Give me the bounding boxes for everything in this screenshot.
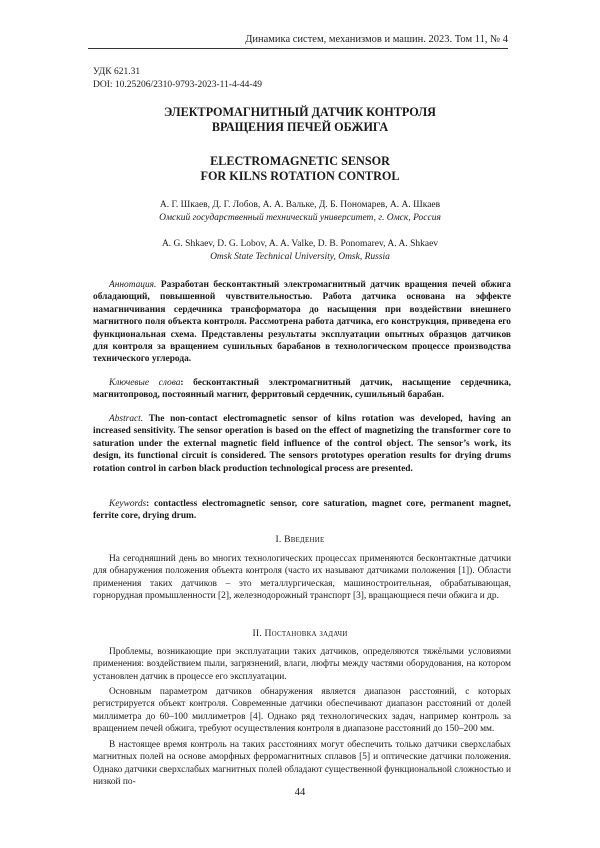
section-heading-introduction: I. Введение [275, 534, 325, 545]
body-paragraph: Основным параметром датчиков обнаружения является диапазон расстояний, с которых регистрируется объект контроля. Современные датчики обеспечивают диапазон расстояний от долей миллиметра до 60–100 миллиметров [4]. Однако ряд технологических задач, например контроль за вращением печей обжига, требуют осуществления контроля в диапазоне расстояний до 150–200 мм. [93, 687, 511, 735]
abstract-ru [93, 279, 511, 366]
affiliation-en: Omsk State Technical University, Omsk, Russia [210, 251, 390, 262]
title-en-line2: FOR KILNS ROTATION CONTROL [200, 169, 400, 183]
abstract-ru-label: Аннотация. [109, 280, 157, 290]
body-paragraph: В настоящее время контроль на таких расстояниях могут обеспечить только датчики сверхслабых магнитных полей на основе аморфных ферромагнитных сплавов [5] и оптические датчики положения. Однако датчики сверхслабых магнитных полей обладают существенной функциональной сложностью и низкой по- [93, 740, 511, 788]
running-head: Динамика систем, механизмов и машин. 2023. Том 11, № 4 [88, 34, 508, 49]
keywords-en-text: : contactless electromagnetic sensor, core saturation, magnet core, permanent magnet, ferrite core, drying drum. [93, 499, 511, 522]
abstract-en-text: The non-contact electromagnetic sensor of kilns rotation was developed, having an increased sensitivity. The sensor operation is based on the effect of magnetizing the transformer core to saturation under the external magnetic field influence of the control object. The sensor’s work, its design, its functional circuit is considered. The sensors prototypes operation results for drying drums rotation control in carbon black production technological process are presented. [93, 414, 511, 474]
keywords-ru [93, 377, 511, 402]
keywords-ru-label: Ключевые слова [109, 378, 181, 388]
keywords-en [93, 498, 511, 523]
article-meta [93, 66, 262, 92]
keywords-en-label: Keywords [109, 499, 147, 509]
authors-en-block [93, 238, 507, 263]
title-ru [93, 105, 507, 135]
title-en [93, 154, 507, 184]
abstract-ru-text: Разработан бесконтактный электромагнитный датчик вращения печей обжига обладающий, повышенной чувствительностью. Работа датчика основана на эффекте намагничивания сердечника трансформатора до насыщения при воздействии внешнего магнитного поля объекта контроля. Рассмотрена работа датчика, его конструкция, приведена его функциональная схема. Представлены результаты эксплуатации опытных образцов датчиков для контроля за вращением сушильных барабанов в технологическом процессе производства технического углерода. [93, 280, 511, 365]
body-paragraph: На сегодняшний день во многих технологических процессах применяются бесконтактные датчики для обнаружения положения объекта контроля (часто их называют датчиками положения [1]). Области применения таких датчиков – это металлургическая, машиностроительная, обрабатывающая, горнорудная промышленности [2], железнодорожный транспорт [3], вращающиеся печи обжига и др. [93, 554, 511, 602]
body-paragraph: Проблемы, возникающие при эксплуатации таких датчиков, определяются тяжёлыми условиями применения: воздействием пыли, загрязнений, влаги, люфты между частями оборудования, на котором установлен датчик в процессе его эксплуатации. [93, 647, 511, 682]
title-en-line1: ELECTROMAGNETIC SENSOR [210, 154, 390, 168]
abstract-en-label: Abstract. [109, 414, 144, 424]
authors-en: A. G. Shkaev, D. G. Lobov, A. A. Valke, D. B. Ponomarev, A. A. Shkaev [161, 239, 439, 249]
authors-ru-block [93, 199, 507, 224]
page-number: 44 [294, 787, 306, 798]
doi: DOI: 10.25206/2310-9793-2023-11-4-44-49 [93, 80, 263, 90]
keywords-ru-text: : бесконтактный электромагнитный датчик, насыщение сердечника, магнитопровод, постоянный магнит, ферритовый сердечник, сушильный барабан. [93, 378, 511, 401]
abstract-en [93, 413, 511, 475]
title-ru-line1: ЭЛЕКТРОМАГНИТНЫЙ ДАТЧИК КОНТРОЛЯ [164, 105, 436, 119]
section-heading-problem: II. Постановка задачи [252, 628, 348, 639]
authors-ru: А. Г. Шкаев, Д. Г. Лобов, А. А. Вальке, Д. Б. Пономарев, А. А. Шкаев [159, 200, 441, 210]
affiliation-ru: Омский государственный технический университет, г. Омск, Россия [159, 212, 441, 223]
udk-code: УДК 621.31 [93, 67, 141, 77]
title-ru-line2: ВРАЩЕНИЯ ПЕЧЕЙ ОБЖИГА [211, 120, 389, 134]
